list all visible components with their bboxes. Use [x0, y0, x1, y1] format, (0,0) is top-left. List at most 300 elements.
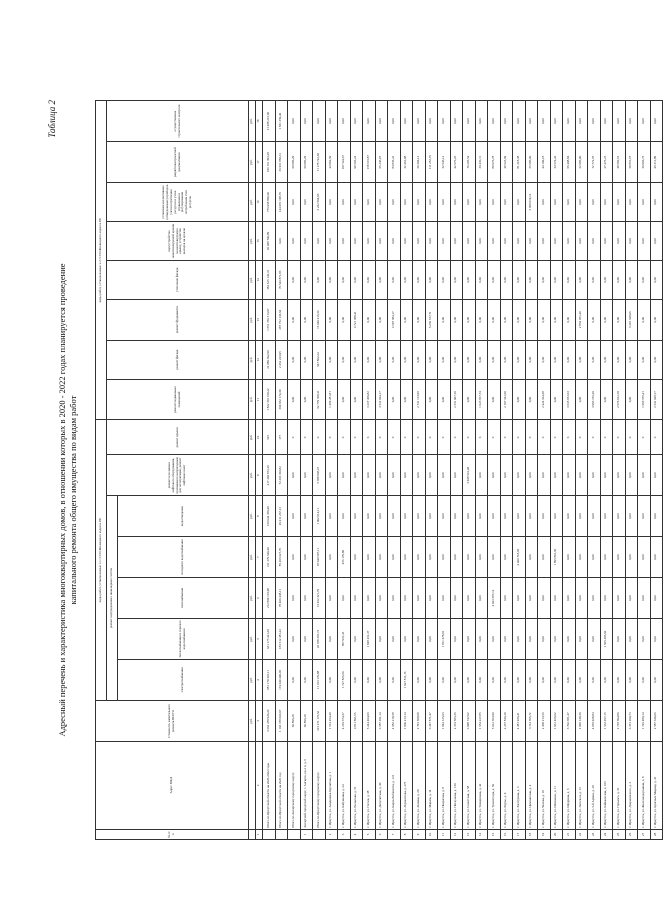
col-number-cell-9: 9: [256, 455, 263, 496]
row-value: 6 236 617,71: [425, 299, 438, 340]
row-value: 1 831 359,40: [275, 101, 288, 142]
row-value: 0,00: [513, 659, 526, 700]
row-value: 0,00: [625, 101, 638, 142]
table-row: [338, 101, 351, 840]
table-row: [300, 101, 313, 840]
row-value: 1 469 281,81: [325, 379, 338, 420]
row-value: 0,00: [350, 101, 363, 142]
row-value: 0,00: [513, 183, 526, 222]
row-value: 0,00: [463, 101, 476, 142]
row-address: г. Иркутск, ул. Марата, д. 14: [425, 741, 438, 829]
row-number: 27: [638, 829, 651, 839]
row-address: г. Иркутск, ул. Карла Либкнехта, д. 121: [388, 741, 401, 829]
unit-cell-4: руб.: [249, 659, 256, 700]
row-value: 1 727 825,60: [338, 659, 351, 700]
table-row: [638, 101, 651, 840]
row-value: 0,00: [513, 455, 526, 496]
row-value: 0,00: [425, 101, 438, 142]
row-value: 0,00: [438, 101, 451, 142]
table-row: [625, 101, 638, 840]
row-value: 0,00: [475, 659, 488, 700]
row-value: 0,00: [638, 260, 651, 299]
row-value: 0,00: [538, 260, 551, 299]
row-value: 0: [375, 420, 388, 455]
row-value: 0,00: [588, 578, 601, 619]
row-value: 0,00: [600, 379, 613, 420]
row-value: 3 291 348,06: [625, 299, 638, 340]
row-value: 0,00: [538, 619, 551, 660]
title-line-2: капитального ремонта общего имущества по видам работ: [68, 395, 78, 605]
row-value: 0,00: [338, 222, 351, 261]
row-address: г. Иркутск, ул. Волжская, д. 51: [350, 741, 363, 829]
row-value: 0,00: [388, 101, 401, 142]
row-number: 6: [375, 829, 388, 839]
row-value: 0,00: [425, 659, 438, 700]
row-value: 0,00: [613, 537, 626, 578]
row-value: 0,00: [400, 183, 413, 222]
unit-cell-8: руб.: [249, 496, 256, 537]
row-value: 0,00: [350, 537, 363, 578]
row-address: Итого по Ангарскому городскому округу: [288, 741, 301, 829]
row-value: 4 923 587,12: [488, 578, 501, 619]
row-value: 0,00: [338, 299, 351, 340]
row-address: г. Иркутск, ул. Горького, д. 31: [613, 741, 626, 829]
row-value: 0,00: [613, 619, 626, 660]
table-body: [263, 101, 663, 840]
row-value: 0,00: [650, 496, 663, 537]
row-value: 0,00: [563, 496, 576, 537]
row-value: 0,00: [638, 659, 651, 700]
row-value: 3 232 604,06: [313, 183, 326, 222]
row-number: 1: [300, 829, 313, 839]
table-row: [363, 101, 376, 840]
row-value: 1 514 264,40: [325, 700, 338, 741]
row-value: 59 861,67: [625, 142, 638, 183]
row-value: 0,00: [300, 260, 313, 299]
row-value: 0,00: [350, 496, 363, 537]
column-number-row: [256, 101, 263, 840]
row-value: 0,00: [588, 299, 601, 340]
row-value: 0,00: [313, 101, 326, 142]
table-row: [375, 101, 388, 840]
row-value: 0: [513, 420, 526, 455]
row-value: 0,00: [450, 101, 463, 142]
row-number: 18: [525, 829, 538, 839]
row-value: 0,00: [413, 496, 426, 537]
row-value: 0,00: [438, 455, 451, 496]
row-value: 1 848 261,37: [363, 619, 376, 660]
row-value: 0,00: [513, 578, 526, 619]
row-value: 0,00: [650, 537, 663, 578]
row-number: 13: [463, 829, 476, 839]
row-value: 0: [575, 420, 588, 455]
row-address: г. Иркутск, ул. 5-й Армии, д. 29: [588, 741, 601, 829]
row-value: 0,00: [463, 496, 476, 537]
row-value: 0,00: [338, 101, 351, 142]
table-row: [650, 101, 663, 840]
row-value: 0: [625, 420, 638, 455]
row-value: 4 400 718,03: [513, 537, 526, 578]
row-value: 0,00: [438, 183, 451, 222]
row-value: 0,00: [363, 222, 376, 261]
row-value: 0,00: [525, 340, 538, 379]
row-value: 0,00: [388, 340, 401, 379]
row-value: 0,00: [325, 619, 338, 660]
table-row: [575, 101, 588, 840]
row-value: 0,00: [575, 340, 588, 379]
row-address: г. Иркутск, ул. Щедрина, д. 6: [563, 741, 576, 829]
table-row: [538, 101, 551, 840]
unit-row: [249, 101, 256, 840]
row-value: 0,00: [638, 183, 651, 222]
row-value: 0,00: [538, 340, 551, 379]
row-value: 1 103 378 003,97: [275, 700, 288, 741]
table-row: [513, 101, 526, 840]
row-address: Итого по Иркутской области на 2020 год: [275, 741, 288, 829]
row-value: 0,00: [488, 101, 501, 142]
row-value: 0,00: [488, 619, 501, 660]
row-value: 0,00: [413, 101, 426, 142]
row-value: 0,00: [513, 260, 526, 299]
row-value: 0,00: [438, 496, 451, 537]
row-address: г. Иркутск, ул. Фурье, д. 9: [500, 741, 513, 829]
row-value: 150 044 359,49: [263, 496, 276, 537]
row-value: 0,00: [475, 496, 488, 537]
table-row: [600, 101, 613, 840]
row-value: 0,00: [450, 340, 463, 379]
table-row: [413, 101, 426, 840]
row-value: 0,00: [575, 578, 588, 619]
row-value: 213 271 173,62: [313, 700, 326, 741]
row-value: 0,00: [463, 222, 476, 261]
unit-cell-12: руб.: [249, 340, 256, 379]
row-value: 0,00: [625, 659, 638, 700]
row-value: 4 065 928,84: [588, 700, 601, 741]
row-value: 111 253,76: [425, 142, 438, 183]
row-value: 0,00: [550, 379, 563, 420]
row-value: 0,00: [600, 659, 613, 700]
row-value: 0,00: [288, 496, 301, 537]
row-value: 0,00: [563, 340, 576, 379]
row-address: г. Иркутск, ул. Лермонтова, д. 275: [400, 741, 413, 829]
row-value: 0,00: [650, 299, 663, 340]
row-value: 0: [463, 420, 476, 455]
row-number: 2: [325, 829, 338, 839]
row-address: г. Иркутск, ул. Чехова, д. 19: [538, 741, 551, 829]
row-value: 0,00: [288, 379, 301, 420]
row-value: 0,00: [613, 260, 626, 299]
row-value: 32 646,12: [438, 142, 451, 183]
row-value: 3 059 019,12: [525, 183, 538, 222]
row-value: 0,00: [425, 537, 438, 578]
row-value: 0,00: [463, 260, 476, 299]
row-address: г. Иркутск, ул. Железнодорожная, д. 8: [638, 741, 651, 829]
row-value: 2 906 148,30: [575, 700, 588, 741]
row-value: 0,00: [388, 496, 401, 537]
row-value: 0,00: [513, 299, 526, 340]
row-value: 0,00: [538, 299, 551, 340]
row-value: 0,00: [588, 496, 601, 537]
row-value: 0,00: [513, 222, 526, 261]
row-value: 0,00: [488, 260, 501, 299]
row-value: 85 206 027,76: [275, 537, 288, 578]
row-value: 2 587 340,06: [650, 700, 663, 741]
row-value: 0: [338, 420, 351, 455]
row-address: г. Иркутск, ул. Некрасова, д. 8: [438, 741, 451, 829]
row-value: 196 161 393,28: [263, 142, 276, 183]
row-value: 0: [388, 420, 401, 455]
row-address: г. Иркутск, ул. Дзержинского, д. 2: [625, 741, 638, 829]
row-value: 0,00: [388, 183, 401, 222]
col-head-lift: ремонт или замена лифтового оборудования, признанного непригодным для эксплуатации, ремонт лифтовых шахт: [107, 455, 249, 496]
row-value: 2 541 028,17: [650, 379, 663, 420]
row-address: г. Иркутск, ул. Ленина, д. 20: [413, 741, 426, 829]
row-value: 0,00: [413, 578, 426, 619]
row-value: 0,00: [475, 455, 488, 496]
row-value: 0,00: [400, 260, 413, 299]
col-number-cell-6: 6: [256, 578, 263, 619]
row-value: 0,00: [438, 659, 451, 700]
row-value: 0,00: [613, 101, 626, 142]
row-value: 72 293 303,82: [275, 455, 288, 496]
row-value: 0,00: [288, 183, 301, 222]
row-number: 28: [650, 829, 663, 839]
row-value: 36 961 883,31: [275, 142, 288, 183]
row-value: 0,00: [563, 659, 576, 700]
row-value: 0,00: [425, 340, 438, 379]
row-value: 0,00: [363, 455, 376, 496]
row-value: 0,00: [588, 340, 601, 379]
row-value: 0,00: [463, 659, 476, 700]
row-value: 0,00: [638, 537, 651, 578]
row-value: 0,00: [413, 299, 426, 340]
row-value: 2 197 322,60: [500, 379, 513, 420]
row-value: 55 686,60: [525, 142, 538, 183]
row-value: 0: [650, 420, 663, 455]
unit-cell-9: руб.: [249, 455, 256, 496]
row-value: 0: [550, 420, 563, 455]
row-value: 0,00: [638, 455, 651, 496]
row-value: 0,00: [363, 299, 376, 340]
unit-cell-13: руб.: [249, 299, 256, 340]
row-value: 4 811 891,65: [350, 700, 363, 741]
row-value: 0,00: [450, 578, 463, 619]
row-value: 0,00: [500, 260, 513, 299]
table-row: [588, 101, 601, 840]
row-value: 0,00: [575, 619, 588, 660]
row-value: 0,00: [425, 619, 438, 660]
row-number: [275, 829, 288, 839]
row-value: 0,00: [300, 537, 313, 578]
row-value: 631 175 421,05: [263, 619, 276, 660]
row-value: 0,00: [350, 260, 363, 299]
row-value: 0,00: [425, 455, 438, 496]
row-value: 417 294 872,20: [263, 455, 276, 496]
row-address: Итого по Иркутскому городскому округу: [313, 741, 326, 829]
row-value: 0,00: [288, 537, 301, 578]
row-value: 0,00: [563, 222, 576, 261]
row-value: 0,00: [575, 260, 588, 299]
row-value: 0,00: [350, 455, 363, 496]
row-value: 0,00: [650, 222, 663, 261]
row-value: 0,00: [363, 537, 376, 578]
row-value: 60 896,29: [300, 142, 313, 183]
row-value: 0,00: [500, 183, 513, 222]
row-number: [313, 829, 326, 839]
row-value: 0,00: [500, 537, 513, 578]
row-value: 177: [275, 420, 288, 455]
row-value: 0,00: [413, 537, 426, 578]
title-line-1: Адресный перечень и характеристика многоквартирных домов, в отношении которых в 2020 - 2022 годах планируется проведение: [57, 263, 67, 737]
row-value: 43 188 307,72: [313, 619, 326, 660]
row-value: 0,00: [538, 537, 551, 578]
row-value: 0,00: [413, 659, 426, 700]
unit-cell-17: руб.: [249, 142, 256, 183]
row-value: 1 896 891,60: [550, 537, 563, 578]
row-value: 158 672,87: [363, 142, 376, 183]
row-value: 4 481 936,41: [513, 700, 526, 741]
row-value: 0,00: [638, 101, 651, 142]
row-value: 0,00: [438, 260, 451, 299]
row-value: 0,00: [550, 578, 563, 619]
row-value: 0,00: [413, 222, 426, 261]
row-value: 0,00: [525, 299, 538, 340]
row-value: 0,00: [300, 340, 313, 379]
row-value: 0,00: [375, 183, 388, 222]
row-number: 12: [450, 829, 463, 839]
row-value: 21 938 216,06: [263, 101, 276, 142]
row-value: 0,00: [288, 578, 301, 619]
row-number: 3: [338, 829, 351, 839]
row-value: 0,00: [325, 260, 338, 299]
row-address: г. Иркутск, ул. Советская, д. 58: [463, 741, 476, 829]
row-value: 0,00: [300, 299, 313, 340]
row-number: 7: [388, 829, 401, 839]
row-value: 0,00: [463, 183, 476, 222]
row-value: 0,00: [613, 340, 626, 379]
row-value: 0,00: [550, 619, 563, 660]
row-value: 0,00: [638, 578, 651, 619]
row-value: 0,00: [425, 260, 438, 299]
row-value: 0,00: [600, 299, 613, 340]
row-value: 0: [313, 420, 326, 455]
row-value: 0,00: [513, 496, 526, 537]
table-row: [288, 101, 301, 840]
row-value: 0,00: [325, 537, 338, 578]
row-address: г. Иркутск, ул. Трилиссера, д. 50: [488, 741, 501, 829]
table-row: [463, 101, 476, 840]
col-number-cell-11: 11: [256, 379, 263, 420]
row-value: 0,00: [350, 379, 363, 420]
table-row: [263, 101, 276, 840]
row-value: 2 741 113,96: [413, 379, 426, 420]
row-value: 0,00: [525, 619, 538, 660]
row-value: 0,00: [450, 183, 463, 222]
row-value: 0,00: [338, 379, 351, 420]
row-value: 0,00: [550, 222, 563, 261]
row-address: г. Иркутск, ул. Байкальская, д. 105: [600, 741, 613, 829]
row-value: 0,00: [375, 299, 388, 340]
row-value: 60 896,29: [288, 700, 301, 741]
row-value: 776 068 890,00: [263, 183, 276, 222]
row-value: 0,00: [525, 659, 538, 700]
row-value: 2 854 051,40: [575, 299, 588, 340]
row-value: 0,00: [600, 537, 613, 578]
rotated-sheet: [45, 100, 658, 840]
row-number: 10: [425, 829, 438, 839]
unit-cell-3: руб.: [249, 700, 256, 741]
row-value: 3 522 044,17: [375, 379, 388, 420]
row-value: 0,00: [550, 455, 563, 496]
col-head-roof-conversion: переустройство невентилируемой крыши на вентилируемую крышу, устройство выходов на кровлю: [107, 222, 249, 261]
table-row: [425, 101, 438, 840]
row-value: 0,00: [650, 183, 663, 222]
row-value: 0,00: [363, 340, 376, 379]
row-value: 0,00: [325, 496, 338, 537]
row-value: 0,00: [325, 455, 338, 496]
row-value: 0,00: [450, 537, 463, 578]
row-value: 5 244 404,06: [363, 700, 376, 741]
row-value: 0,00: [500, 101, 513, 142]
col-number-cell-16: 16: [256, 183, 263, 222]
row-address: г. Иркутск, ул. Энгельса, д. 13: [575, 741, 588, 829]
row-value: 44 982,59: [325, 142, 338, 183]
row-value: 0,00: [500, 299, 513, 340]
row-value: 1 822 301 169,22: [263, 379, 276, 420]
row-value: 0,00: [400, 379, 413, 420]
row-value: 1 532 957,15: [600, 700, 613, 741]
row-value: 3 635 972,63: [563, 379, 576, 420]
row-value: 0,00: [400, 619, 413, 660]
row-value: 2 237 846,29: [500, 700, 513, 741]
row-value: 0,00: [475, 101, 488, 142]
row-value: 0,00: [463, 537, 476, 578]
row-number: 21: [563, 829, 576, 839]
row-value: 0,00: [613, 299, 626, 340]
row-value: 0,00: [588, 659, 601, 700]
row-value: 0,00: [538, 496, 551, 537]
row-value: 0: [425, 420, 438, 455]
row-value: 4 597 384,17: [388, 299, 401, 340]
row-value: 0,00: [575, 379, 588, 420]
row-value: 81 218,38: [513, 142, 526, 183]
row-value: 0,00: [288, 619, 301, 660]
row-value: 0,00: [500, 496, 513, 537]
row-value: 0,00: [450, 222, 463, 261]
row-value: 0,00: [450, 659, 463, 700]
table-row: [313, 101, 326, 840]
row-value: 0,00: [563, 101, 576, 142]
row-value: 0,00: [475, 222, 488, 261]
row-value: 0,00: [600, 496, 613, 537]
row-value: 0,00: [650, 578, 663, 619]
row-number: 24: [600, 829, 613, 839]
row-value: 0,00: [638, 496, 651, 537]
row-value: 0,00: [413, 340, 426, 379]
row-value: 0,00: [350, 222, 363, 261]
row-value: 0,00: [413, 619, 426, 660]
row-value: 0,00: [400, 222, 413, 261]
row-value: 0,00: [450, 455, 463, 496]
row-value: 0,00: [388, 578, 401, 619]
row-value: 0,00: [550, 496, 563, 537]
row-number: 26: [625, 829, 638, 839]
row-value: 78 400 438,11: [275, 578, 288, 619]
row-value: 0,00: [400, 101, 413, 142]
row-address: г. Иркутск, ул. Красных Мадьяр, д. 41: [650, 741, 663, 829]
row-value: 1 623 817,74: [475, 379, 488, 420]
row-value: 0,00: [325, 101, 338, 142]
